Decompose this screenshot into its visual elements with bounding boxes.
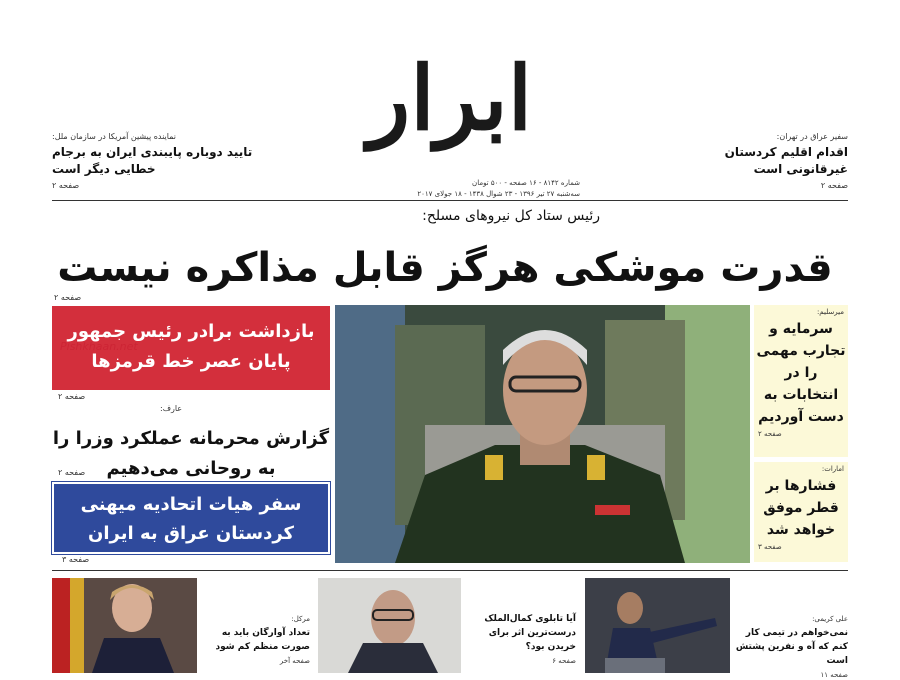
bottom-teaser-2[interactable]	[466, 612, 576, 668]
red-box-page-bottom: صفحه ۲	[58, 392, 86, 401]
general-portrait-illustration	[335, 305, 750, 563]
bottom-teaser-page: صفحه آخر	[279, 657, 310, 665]
bald-man-illustration	[318, 578, 461, 673]
right-teaser-page: صفحه ۲	[758, 430, 782, 438]
coach-illustration	[585, 578, 730, 673]
right-teaser-1[interactable]	[754, 305, 848, 457]
bottom-teaser-kicker: مرکل:	[291, 615, 310, 623]
lead-headline[interactable]: قدرت موشکی هرگز قابل مذاکره نیست	[57, 245, 833, 291]
teaser-headline: اقدام اقلیم کردستان غیرقانونی است	[724, 145, 848, 176]
issue-date-line: سه‌شنبه ۲۷ تیر ۱۳۹۶ - ۲۳ شوال ۱۴۳۸ - ۱۸ جولای ۲۰۱۷	[417, 190, 580, 198]
art-photo	[318, 578, 461, 673]
teaser-page: صفحه ۲	[52, 181, 80, 190]
watermark-text: Pishkhaan.net	[60, 340, 138, 353]
right-teaser-page: صفحه ۳	[758, 543, 782, 551]
bottom-teaser-3[interactable]	[200, 612, 310, 668]
middle-headline[interactable]: گزارش محرمانه عملکرد وزرا را به روحانی می‌دهیم	[52, 428, 330, 479]
teaser-page: صفحه ۲	[820, 181, 848, 190]
top-left-teaser[interactable]	[52, 132, 292, 190]
right-teaser-kicker: میرسلیم:	[816, 308, 844, 316]
red-box-page-top: صفحه ۲	[54, 293, 82, 302]
bottom-teaser-page: صفحه ۱۱	[820, 671, 848, 679]
right-teaser-headline: سرمایه و تجارب مهمی را در انتخابات به دست آوردیم	[756, 321, 846, 425]
issue-number-line: شماره ۸۱۴۲ - ۱۶ صفحه - ۵۰۰ تومان	[472, 179, 580, 187]
blue-box-page: صفحه ۳	[62, 555, 90, 564]
middle-kicker: عارف:	[160, 404, 183, 413]
bottom-teaser-1[interactable]	[735, 612, 848, 680]
bottom-teaser-page: صفحه ۶	[552, 657, 576, 665]
red-headline-box[interactable]: بازداشت برادر رئیس جمهور پایان عصر خط قرمزها	[52, 306, 330, 390]
bottom-teaser-kicker: علی کریمی:	[812, 615, 848, 623]
teaser-kicker: نماینده پیشین آمریکا در سازمان ملل:	[52, 132, 177, 141]
bottom-teaser-headline: نمی‌خواهم در تیمی کار کنم که آه و نفرین پشتش است	[735, 628, 848, 666]
merkel-illustration	[52, 578, 197, 673]
issue-meta	[340, 178, 580, 200]
right-teaser-kicker: امارات:	[821, 465, 844, 473]
right-teaser-2[interactable]	[754, 462, 848, 562]
bottom-divider	[52, 570, 848, 571]
blue-headline-box[interactable]: سفر هیات اتحادیه میهنی کردستان عراق به ایران	[52, 482, 330, 554]
bottom-teaser-headline: تعداد آوارگان باید به صورت منظم کم شود	[215, 628, 310, 652]
bottom-teaser-headline: آیا تابلوی کمال‌الملک درست‌ترین اثر برای خریدن بود؟	[484, 614, 576, 652]
merkel-photo	[52, 578, 197, 673]
top-right-teaser[interactable]	[648, 132, 848, 190]
middle-page: صفحه ۲	[58, 468, 86, 477]
masthead-divider	[52, 200, 848, 201]
karimi-photo	[585, 578, 730, 673]
newspaper-masthead: ابرار	[367, 46, 533, 150]
lead-subhead: رئیس ستاد کل نیروهای مسلح:	[422, 208, 600, 224]
teaser-kicker: سفیر عراق در تهران:	[776, 132, 848, 141]
teaser-headline: تایید دوباره پایبندی ایران به برجام خطایی دیگر است	[52, 145, 253, 176]
right-teaser-headline: فشارها بر قطر موفق خواهد شد	[763, 478, 839, 538]
lead-photo	[335, 305, 750, 563]
